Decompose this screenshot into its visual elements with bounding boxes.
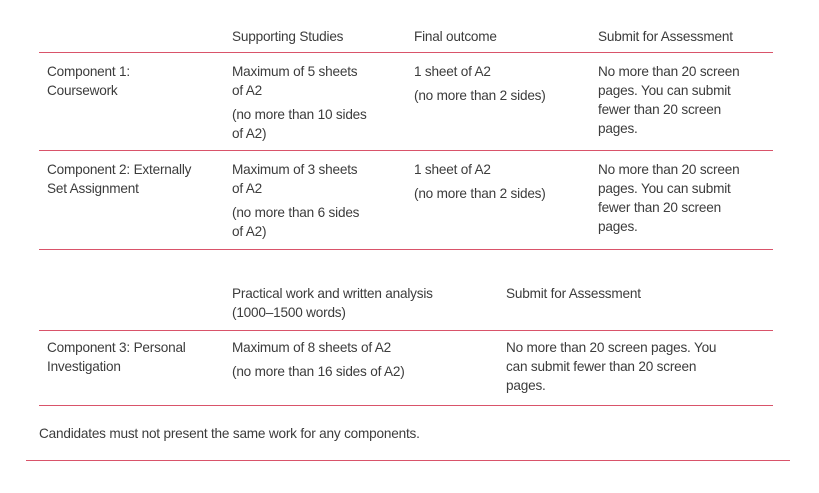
- row2-submit: No more than 20 screen pages. You can submit fewer than 20 screen pages.: [598, 162, 740, 234]
- header-practical-work: Practical work and written analysis (1000–1500 words): [232, 286, 433, 320]
- header-submit-assessment: Submit for Assessment: [598, 29, 733, 44]
- row2-supporting: Maximum of 3 sheets of A2 (no more than 6 sides of A2): [232, 162, 360, 239]
- table1-row1-divider: [39, 150, 773, 151]
- row2-component: Component 2: Externally Set Assignment: [47, 162, 192, 196]
- row1-supporting: Maximum of 5 sheets of A2 (no more than 10 sides of A2): [232, 64, 367, 141]
- table2-header-divider: [39, 330, 773, 331]
- row3-submit: No more than 20 screen pages. You can submit fewer than 20 screen pages.: [506, 340, 717, 393]
- row3-work: Maximum of 8 sheets of A2 (no more than 16 sides of A2): [232, 340, 405, 379]
- row1-final-outcome: 1 sheet of A2 (no more than 2 sides): [414, 64, 546, 103]
- footer-rule: [26, 460, 790, 461]
- row2-final-outcome: 1 sheet of A2 (no more than 2 sides): [414, 162, 546, 201]
- row3-component: Component 3: Personal Investigation: [47, 340, 186, 374]
- row1-submit: No more than 20 screen pages. You can submit fewer than 20 screen pages.: [598, 64, 740, 136]
- table1-header-divider: [39, 52, 773, 53]
- row1-component: Component 1: Coursework: [47, 64, 130, 98]
- table2-bottom-rule: [39, 405, 773, 406]
- header-final-outcome: Final outcome: [414, 29, 497, 44]
- header-submit-assessment-2: Submit for Assessment: [506, 286, 641, 301]
- header-supporting-studies: Supporting Studies: [232, 29, 344, 44]
- footnote: Candidates must not present the same work for any components.: [39, 426, 420, 441]
- table1-bottom-rule: [39, 249, 773, 250]
